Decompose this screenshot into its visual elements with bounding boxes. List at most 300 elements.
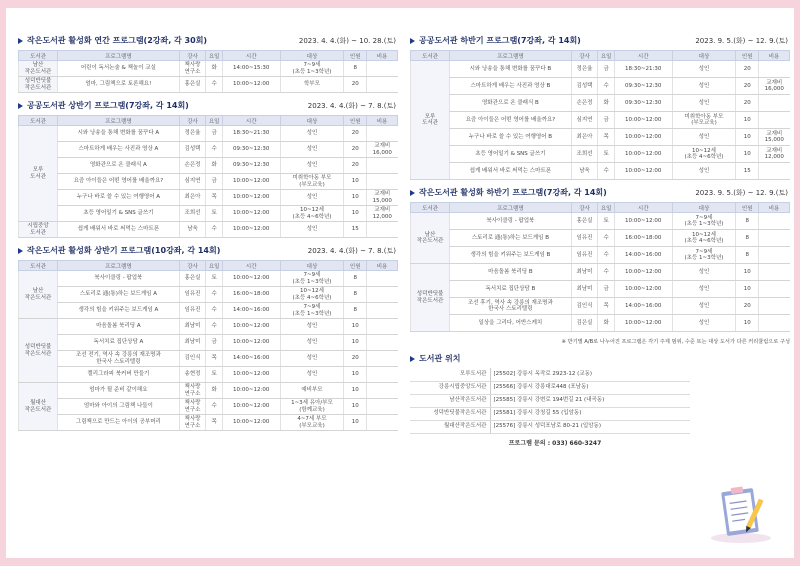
table-row (19, 271, 398, 287)
library-name-cell: 모루 도서관 (19, 126, 58, 222)
table-cell: 10~12세 (초등 4~6학년) (672, 146, 736, 163)
table-cell: 10:00~12:00 (614, 213, 672, 230)
program-table (18, 260, 398, 431)
column-header: 요일 (206, 51, 222, 61)
column-header: 인원 (344, 116, 367, 126)
table-cell: 수 (206, 399, 222, 415)
table-cell: 7~9세 (초등 1~3학년) (280, 271, 344, 287)
table-cell: 수 (206, 319, 222, 335)
table-cell: 20 (344, 126, 367, 142)
table-cell: 미취학아동 부모 (부모교육) (672, 112, 736, 129)
table-cell: 최남미 (571, 264, 598, 281)
table-cell: 손은정 (179, 158, 206, 174)
table-cell: 14:00~15:30 (222, 61, 280, 77)
table-cell: 목 (598, 129, 614, 146)
table-header-row (19, 116, 398, 126)
column-header: 프로그램명 (58, 116, 180, 126)
table-cell: 책사랑 연구소 (179, 61, 206, 77)
triangle-bullet-icon (410, 190, 415, 196)
column-header: 강사 (571, 51, 598, 61)
table-cell: 4~7세 부모 (부모교육) (280, 415, 344, 431)
table-cell: 수 (598, 78, 614, 95)
table-cell: 초등 영어일기 & SNS 글쓰기 (58, 206, 180, 222)
table-cell: 홍은실 (179, 77, 206, 93)
triangle-bullet-icon (18, 38, 23, 44)
section-title-text: 작은도서관 활성화 연간 프로그램(2강좌, 각 30회) (27, 36, 208, 45)
table-cell: 10:00~12:00 (222, 190, 280, 206)
table-cell (367, 335, 398, 351)
table-cell: 홍은실 (571, 213, 598, 230)
table-cell: 8 (736, 247, 759, 264)
table-row (19, 77, 398, 93)
table-cell (759, 264, 790, 281)
column-header: 대상 (280, 51, 344, 61)
column-header: 대상 (280, 261, 344, 271)
column-header: 대상 (672, 203, 736, 213)
column-header: 요일 (206, 116, 222, 126)
table-cell: 10 (344, 174, 367, 190)
column-header: 비용 (759, 51, 790, 61)
table-cell: 16:00~18:00 (222, 287, 280, 303)
section-date: 2023. 9. 5.(화) ~ 12. 9.(토) (695, 188, 788, 197)
table-cell: 조선 전기, 역사 속 강릉의 재조명과 한국사 스토리텔링 (58, 351, 180, 367)
table-row (411, 129, 790, 146)
right-column (410, 34, 790, 447)
table-cell: 20 (736, 95, 759, 112)
location-name: 월대산작은도서관 (410, 420, 490, 433)
table-cell: 김은실 (571, 315, 598, 332)
table-cell: 10 (344, 367, 367, 383)
table-cell: 마음돌봄 북리딩 A (58, 319, 180, 335)
table-cell (759, 61, 790, 78)
table-row (411, 213, 790, 230)
table-cell: 수 (598, 163, 614, 180)
table-cell: 김성택 (179, 142, 206, 158)
column-header: 도서관 (19, 116, 58, 126)
table-row (19, 190, 398, 206)
table-cell: 10 (344, 319, 367, 335)
column-header: 요일 (598, 203, 614, 213)
table-cell: 손은정 (571, 95, 598, 112)
table-cell: 10:00~12:00 (222, 77, 280, 93)
table-cell: 김인식 (179, 351, 206, 367)
library-name-cell: 남산 작은도서관 (411, 213, 450, 264)
section-header (18, 244, 398, 257)
table-cell: 일상을 그리다, 어반스케치 (450, 315, 572, 332)
table-cell: 시와 낭송을 통해 변화를 꿈꾸다 B (450, 61, 572, 78)
left-column (18, 34, 398, 437)
table-cell: 스마트하게 배우는 사진과 영상 A (58, 142, 180, 158)
table-cell: 마음돌봄 북리딩 B (450, 264, 572, 281)
table-cell: 10:00~12:00 (222, 335, 280, 351)
table-row (19, 222, 398, 238)
table-cell: 성인 (280, 158, 344, 174)
table-cell (367, 126, 398, 142)
table-cell: 10 (344, 335, 367, 351)
table-cell (367, 303, 398, 319)
table-cell: 금 (598, 61, 614, 78)
section-title (18, 100, 189, 111)
table-cell (759, 213, 790, 230)
table-cell (367, 222, 398, 238)
table-cell: 누구나 바로 쓸 수 있는 여행영어 B (450, 129, 572, 146)
table-cell: 14:00~16:00 (222, 303, 280, 319)
column-header: 도서관 (19, 51, 58, 61)
table-cell (759, 112, 790, 129)
table-cell: 최은아 (571, 129, 598, 146)
table-cell: 화 (598, 95, 614, 112)
table-cell: 09:30~12:30 (614, 95, 672, 112)
table-cell: 책사랑 연구소 (179, 383, 206, 399)
table-cell: 생각의 힘을 키워주는 보드게임 A (58, 303, 180, 319)
table-header-row (19, 261, 398, 271)
location-address: [25581] 강릉시 강청길 55 (입암동) (490, 407, 690, 420)
table-cell: 10:00~12:00 (614, 281, 672, 298)
program-table (410, 202, 790, 332)
column-header: 도서관 (411, 51, 450, 61)
table-cell: 엄마, 그림책으로 토론해요! (58, 77, 180, 93)
table-cell (367, 158, 398, 174)
table-cell: 20 (736, 61, 759, 78)
table-row (411, 298, 790, 315)
table-cell: 8 (736, 230, 759, 247)
table-cell: 교재비 12,000 (759, 146, 790, 163)
table-cell: 교재비 16,000 (367, 142, 398, 158)
table-cell: 토 (598, 146, 614, 163)
library-name-cell: 성덕반딧불 작은도서관 (411, 264, 450, 332)
table-cell: 성인 (672, 61, 736, 78)
table-cell (367, 351, 398, 367)
table-cell: 정은율 (179, 126, 206, 142)
table-cell: 스토리로 通(통)하는 보드게임 A (58, 287, 180, 303)
table-cell: 성인 (672, 298, 736, 315)
table-cell: 10 (344, 383, 367, 399)
location-name: 강릉시립중앙도서관 (410, 381, 490, 394)
table-cell: 14:00~16:00 (222, 351, 280, 367)
table-cell: 10:00~12:00 (614, 264, 672, 281)
table-cell: 10 (736, 281, 759, 298)
table-cell: 10:00~12:00 (614, 129, 672, 146)
table-cell: 10:00~12:00 (614, 146, 672, 163)
table-cell: 성인 (672, 163, 736, 180)
table-cell: 수 (598, 264, 614, 281)
table-cell: 수 (206, 77, 222, 93)
table-cell: 수 (598, 247, 614, 264)
table-cell: 7~9세 (초등 1~3학년) (280, 303, 344, 319)
table-cell: 8 (344, 287, 367, 303)
table-cell: 15 (736, 163, 759, 180)
table-cell: 심지연 (571, 112, 598, 129)
table-cell: 09:30~12:30 (222, 158, 280, 174)
table-cell: 조희선 (571, 146, 598, 163)
table-cell: 최남미 (571, 281, 598, 298)
table-cell: 금 (206, 126, 222, 142)
column-header: 강사 (179, 116, 206, 126)
table-cell: 송현정 (179, 367, 206, 383)
table-cell: 20 (344, 351, 367, 367)
location-address: [25566] 강릉시 강릉대로448 (포남동) (490, 381, 690, 394)
table-cell (759, 247, 790, 264)
column-header: 시간 (222, 261, 280, 271)
column-header: 시간 (222, 51, 280, 61)
table-row (19, 206, 398, 222)
table-cell: 20 (736, 298, 759, 315)
table-cell: 성인 (672, 78, 736, 95)
table-row (411, 78, 790, 95)
table-cell: 임유진 (571, 247, 598, 264)
table-row (411, 247, 790, 264)
table-cell: 18:30~21:30 (614, 61, 672, 78)
table-cell: 독서치료 집단상담 B (450, 281, 572, 298)
table-cell: 남욱 (571, 163, 598, 180)
program-section (410, 34, 790, 180)
table-cell: 화 (206, 158, 222, 174)
table-cell: 성인 (672, 281, 736, 298)
library-name-cell: 성덕반딧불 작은도서관 (19, 319, 58, 383)
table-cell: 최은아 (179, 190, 206, 206)
column-header: 프로그램명 (450, 203, 572, 213)
column-header: 시간 (222, 116, 280, 126)
table-cell (759, 315, 790, 332)
table-header-row (19, 51, 398, 61)
table-cell: 영화관으로 온 클래식 B (450, 95, 572, 112)
table-cell (367, 271, 398, 287)
table-cell: 홍은실 (179, 271, 206, 287)
table-cell: 성인 (280, 319, 344, 335)
table-cell: 10:00~12:00 (222, 319, 280, 335)
table-cell: 교재비 16,000 (759, 78, 790, 95)
column-header: 비용 (759, 203, 790, 213)
table-cell: 성인 (280, 222, 344, 238)
table-cell: 그림책으로 만드는 아이의 공부머리 (58, 415, 180, 431)
column-header: 대상 (672, 51, 736, 61)
table-cell: 8 (344, 303, 367, 319)
table-header-row (411, 51, 790, 61)
table-cell: 조선 후기, 역사 속 강릉의 재조명과 한국사 스토리텔링 (450, 298, 572, 315)
table-cell: 10 (344, 399, 367, 415)
table-cell: 7~9세 (초등 1~3학년) (672, 213, 736, 230)
table-row (19, 142, 398, 158)
table-cell: 16:00~18:00 (614, 230, 672, 247)
table-row (19, 61, 398, 77)
table-cell: 성인 (672, 95, 736, 112)
table-cell: 10 (736, 112, 759, 129)
column-header: 인원 (344, 51, 367, 61)
triangle-bullet-icon (18, 103, 23, 109)
table-cell: 10~12세 (초등 4~6학년) (280, 206, 344, 222)
section-title (18, 35, 207, 46)
column-header: 강사 (571, 203, 598, 213)
locations-title-text: 도서관 위치 (419, 354, 461, 363)
program-section (18, 99, 398, 238)
location-row (410, 381, 690, 394)
section-header (410, 186, 790, 199)
table-cell: 10 (736, 264, 759, 281)
table-cell: 09:30~12:30 (614, 78, 672, 95)
table-cell: 임유진 (571, 230, 598, 247)
program-table (18, 50, 398, 93)
table-row (411, 95, 790, 112)
table-cell: 목 (206, 351, 222, 367)
library-name-cell: 남산 작은도서관 (19, 271, 58, 319)
table-row (19, 367, 398, 383)
table-cell: 성인 (280, 367, 344, 383)
table-cell: 임유진 (179, 287, 206, 303)
table-cell: 화 (206, 383, 222, 399)
library-name-cell: 남산 작은도서관 (19, 61, 58, 77)
table-cell: 10~12세 (초등 4~6학년) (280, 287, 344, 303)
table-cell: 쉽게 배워서 바로 써먹는 스마트폰 (450, 163, 572, 180)
table-cell (367, 415, 398, 431)
column-header: 인원 (736, 203, 759, 213)
table-cell (367, 287, 398, 303)
table-cell: 북사이클링 - 팝업북 (58, 271, 180, 287)
program-section (18, 244, 398, 431)
table-cell: 14:00~16:00 (614, 298, 672, 315)
table-cell: 화 (598, 315, 614, 332)
section-title-text: 작은도서관 활성화 하반기 프로그램(7강좌, 각 14회) (419, 188, 607, 197)
section-header (410, 34, 790, 47)
column-header: 비용 (367, 261, 398, 271)
table-cell: 10 (344, 206, 367, 222)
brochure-page (6, 8, 794, 558)
table-cell: 교재비 12,000 (367, 206, 398, 222)
program-section (18, 34, 398, 93)
table-cell: 남욱 (179, 222, 206, 238)
table-cell: 토 (206, 271, 222, 287)
table-row (19, 399, 398, 415)
column-header: 도서관 (19, 261, 58, 271)
library-name-cell: 모루 도서관 (411, 61, 450, 180)
table-cell: 성인 (280, 351, 344, 367)
table-row (411, 281, 790, 298)
table-cell: 최남미 (179, 335, 206, 351)
table-cell: 8 (344, 61, 367, 77)
table-cell: 김인식 (571, 298, 598, 315)
location-name: 모루도서관 (410, 368, 490, 381)
table-cell: 10:00~12:00 (222, 271, 280, 287)
table-row (411, 146, 790, 163)
section-title (18, 245, 220, 256)
table-cell: 학부모 (280, 77, 344, 93)
table-cell: 금 (598, 112, 614, 129)
table-cell: 금 (598, 281, 614, 298)
table-cell: 1~3세 유아/부모 (함께교육) (280, 399, 344, 415)
column-header: 프로그램명 (58, 261, 180, 271)
table-cell: 10:00~12:00 (222, 222, 280, 238)
table-cell: 18:30~21:30 (222, 126, 280, 142)
location-table (410, 368, 690, 434)
column-header: 프로그램명 (450, 51, 572, 61)
table-cell: 토 (206, 206, 222, 222)
table-cell: 15 (344, 222, 367, 238)
section-header (18, 99, 398, 112)
table-cell: 엄마가 될 준비 같이해요 (58, 383, 180, 399)
table-cell (367, 319, 398, 335)
table-cell: 북사이클링 - 팝업북 (450, 213, 572, 230)
table-cell: 목 (598, 298, 614, 315)
column-header: 시간 (614, 51, 672, 61)
table-cell: 수 (206, 142, 222, 158)
program-section (410, 186, 790, 332)
table-cell: 10:00~12:00 (222, 367, 280, 383)
table-cell: 10:00~12:00 (614, 163, 672, 180)
library-name-cell: 월대산 작은도서관 (19, 383, 58, 431)
location-name: 성덕반딧불작은도서관 (410, 407, 490, 420)
table-row (411, 315, 790, 332)
table-cell: 요즘 아이들은 어떤 영어를 배울까요? (450, 112, 572, 129)
section-title (410, 187, 607, 198)
table-cell: 최남미 (179, 319, 206, 335)
table-cell: 책사랑 연구소 (179, 415, 206, 431)
table-cell: 미취학아동 부모 (부모교육) (280, 174, 344, 190)
table-cell: 10:00~12:00 (222, 174, 280, 190)
table-cell: 수 (206, 287, 222, 303)
table-cell: 시와 낭송을 통해 변화를 꿈꾸다 A (58, 126, 180, 142)
triangle-bullet-icon (410, 38, 415, 44)
section-title-text: 공공도서관 하반기 프로그램(7강좌, 각 14회) (419, 36, 581, 45)
column-header: 대상 (280, 116, 344, 126)
table-cell (367, 174, 398, 190)
column-header: 비용 (367, 51, 398, 61)
table-cell: 7~9세 (초등 1~3학년) (672, 247, 736, 264)
table-cell (759, 298, 790, 315)
table-cell (367, 399, 398, 415)
section-title-text: 공공도서관 상반기 프로그램(7강좌, 각 14회) (27, 101, 189, 110)
column-header: 요일 (206, 261, 222, 271)
table-row (19, 319, 398, 335)
table-cell: 20 (344, 142, 367, 158)
table-cell (759, 163, 790, 180)
table-cell: 10 (344, 190, 367, 206)
column-header: 강사 (179, 51, 206, 61)
table-cell: 14:00~16:00 (614, 247, 672, 264)
table-row (19, 158, 398, 174)
table-cell: 어린이 독서논술 & 책놀이 교실 (58, 61, 180, 77)
table-cell: 10:00~12:00 (222, 415, 280, 431)
clipboard-pencil-icon (706, 484, 776, 544)
table-cell (367, 383, 398, 399)
library-name-cell: 성덕반딧불 작은도서관 (19, 77, 58, 93)
table-cell: 책사랑 연구소 (179, 399, 206, 415)
table-cell: 성인 (672, 264, 736, 281)
location-address: [25502] 강릉시 옥작로 2923-12 (교동) (490, 368, 690, 381)
table-cell: 20 (344, 77, 367, 93)
table-cell: 스마트하게 배우는 사진과 영상 B (450, 78, 572, 95)
table-row (19, 383, 398, 399)
column-header: 인원 (736, 51, 759, 61)
table-cell: 목 (206, 190, 222, 206)
table-cell: 10 (736, 129, 759, 146)
table-cell (367, 61, 398, 77)
table-cell: 10:00~12:00 (222, 383, 280, 399)
column-header: 요일 (598, 51, 614, 61)
table-cell: 교재비 15,000 (367, 190, 398, 206)
table-cell: 수 (598, 230, 614, 247)
table-cell: 토 (206, 367, 222, 383)
table-row (19, 126, 398, 142)
table-cell: 임유진 (179, 303, 206, 319)
program-table (18, 115, 398, 238)
table-cell: 10 (736, 315, 759, 332)
table-cell (759, 95, 790, 112)
table-cell: 성인 (672, 315, 736, 332)
table-cell: 교재비 15,000 (759, 129, 790, 146)
section-date: 2023. 4. 4.(화) ~ 10. 28.(토) (298, 36, 396, 45)
location-row (410, 407, 690, 420)
locations-title (410, 353, 790, 364)
location-address: [25576] 강릉시 성덕포남로 80-21 (입암동) (490, 420, 690, 433)
